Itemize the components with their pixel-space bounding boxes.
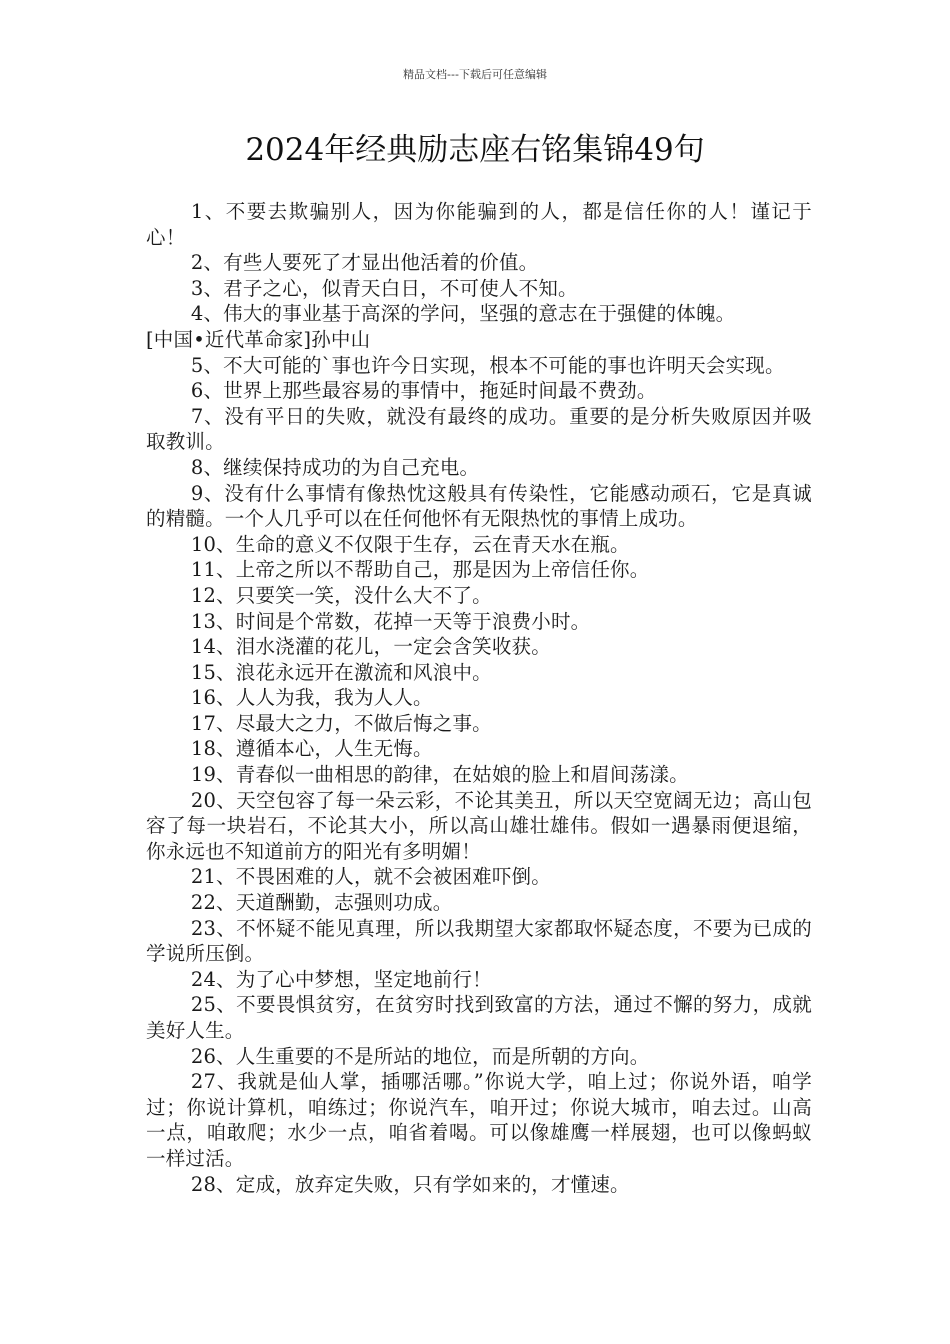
paragraph: 10、生命的意义不仅限于生存，云在青天水在瓶。 <box>190 532 630 556</box>
paragraph: 25、不要畏惧贫穷，在贫穷时找到致富的方法，通过不懈的努力，成就美好人生。 <box>146 993 812 1042</box>
paragraph: 14、泪水浇灌的花儿，一定会含笑收获。 <box>190 635 551 659</box>
paragraph: 24、为了心中梦想，坚定地前行！ <box>190 967 492 991</box>
paragraph: 12、只要笑一笑，没什么大不了。 <box>190 583 492 607</box>
paragraph: 11、上帝之所以不帮助自己，那是因为上帝信任你。 <box>190 558 650 582</box>
page-title: 2024年经典励志座右铭集锦49句 <box>245 132 705 168</box>
paragraph: 17、尽最大之力，不做后悔之事。 <box>190 711 492 735</box>
paragraph: 23、不怀疑不能见真理，所以我期望大家都取怀疑态度，不要为已成的学说所压倒。 <box>146 916 812 966</box>
paragraph: 4、伟大的事业基于高深的学问，坚强的意志在于强健的体魄。 <box>190 302 736 326</box>
paragraph: 13、时间是个常数，花掉一天等于浪费小时。 <box>190 609 591 633</box>
paragraph: 22、天道酬勤，志强则功成。 <box>190 891 453 915</box>
paragraph: 26、人生重要的不是所站的地位，而是所朝的方向。 <box>190 1044 650 1068</box>
paragraph: 20、天空包容了每一朵云彩，不论其美丑，所以天空宽阔无边；高山包容了每一块岩石，不论其大小，所以高山雄壮雄伟。假如一遇暴雨便退缩，你永远也不知道前方的阳光有多明媚！ <box>146 788 812 863</box>
document-body <box>146 199 812 1197</box>
paragraph: 16、人人为我，我为人人。 <box>190 686 433 710</box>
paragraph: 2、有些人要死了才显出他活着的价值。 <box>190 251 539 275</box>
paragraph: 27、我就是仙人掌，插哪活哪。”你说大学，咱上过；你说外语，咱学过；你说计算机，咱练过；你说汽车，咱开过；你说大城市，咱去过。山高一点，咱敢爬；水少一点，咱省着喝。可以像雄鹰一样展翅，也可以像蚂蚁一样过活。 <box>146 1070 812 1170</box>
paragraph: 19、青春似一曲相思的韵律，在姑娘的脸上和眉间荡漾。 <box>190 763 689 787</box>
paragraph: 7、没有平日的失败，就没有最终的成功。重要的是分析失败原因并吸取教训。 <box>146 404 812 454</box>
paragraph: 9、没有什么事情有像热忱这般具有传染性，它能感动顽石，它是真诚的精髓。一个人几乎可以在任何他怀有无限热忱的事情上成功。 <box>146 481 812 531</box>
paragraph: 28、定成，放弃定失败，只有学如来的，才懂速。 <box>190 1172 630 1196</box>
paragraph: 8、继续保持成功的为自己充电。 <box>190 455 480 479</box>
attribution: [中国•近代革命家]孙中山 <box>146 327 371 351</box>
paragraph: 21、不畏困难的人，就不会被困难吓倒。 <box>190 865 551 889</box>
paragraph: 5、不大可能的`事也许今日实现，根本不可能的事也许明天会实现。 <box>190 353 785 377</box>
paragraph: 3、君子之心，似青天白日，不可使人不知。 <box>190 276 578 300</box>
paragraph: 15、浪花永远开在激流和风浪中。 <box>190 660 492 684</box>
paragraph: 18、遵循本心，人生无悔。 <box>190 737 433 761</box>
paragraph: 6、世界上那些最容易的事情中，拖延时间最不费劲。 <box>190 379 657 403</box>
header-note: 精品文档---下载后可任意编辑 <box>403 68 547 81</box>
paragraph: 1、不要去欺骗别人，因为你能骗到的人，都是信任你的人！谨记于心！ <box>146 200 812 249</box>
